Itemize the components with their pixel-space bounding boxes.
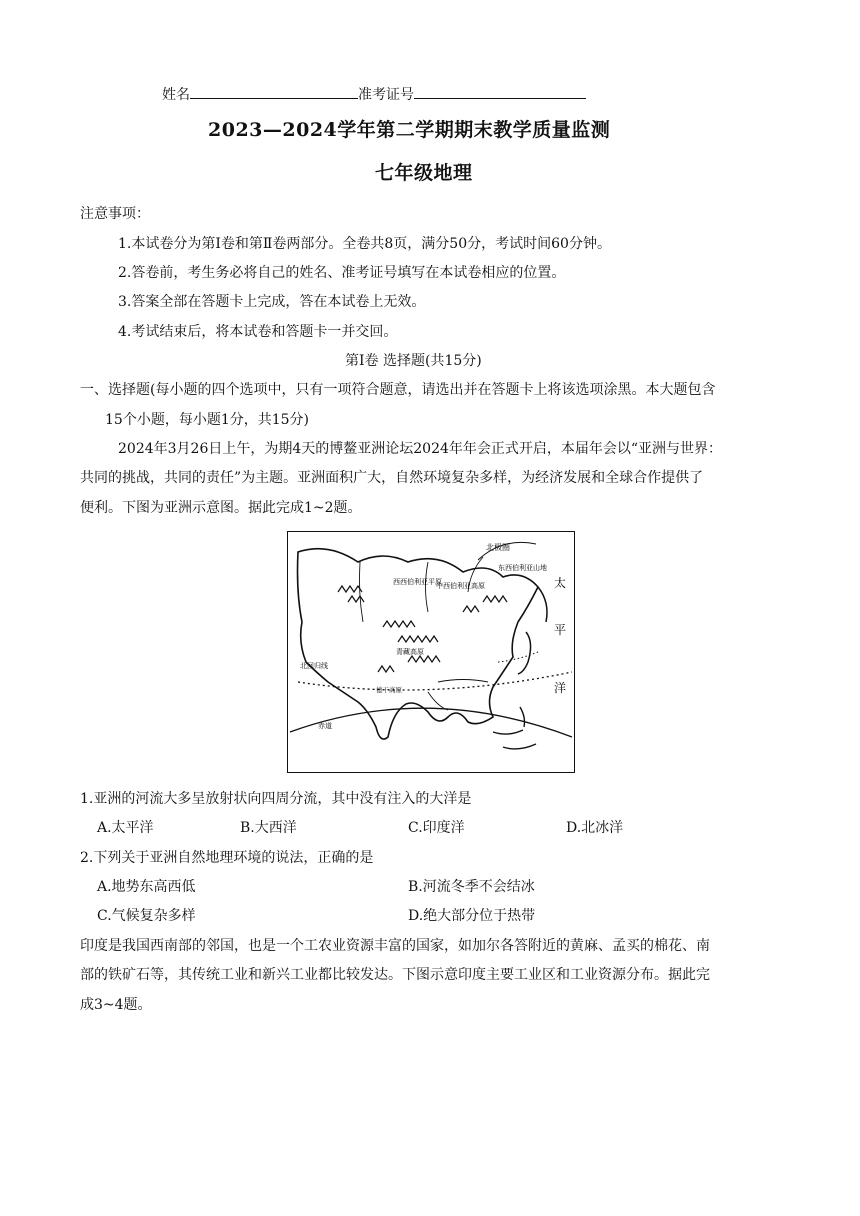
asia-map [287,531,575,773]
question-2-option-b[interactable]: B.河流冬季不会结冰 [408,879,535,895]
question-2-option-a[interactable]: A.地势东高西低 [97,879,196,895]
question-1-stem: 1.亚洲的河流大多呈放射状向四周分流，其中没有注入的大洋是 [80,791,472,807]
note-item: 1.本试卷分为第Ⅰ卷和第Ⅱ卷两部分。全卷共8页，满分50分，考试时间60分钟。 [118,236,611,252]
passage2-line: 部的铁矿石等，其传统工业和新兴工业都比较发达。下图示意印度主要工业区和工业资源分布。据此完 [80,967,710,983]
japan-outline [518,632,531,674]
label-pacific-2: 平 [554,623,567,637]
label-qinghai-tibet-plateau: 青藏高原 [396,648,424,656]
question-1-option-c[interactable]: C.印度洋 [408,820,465,836]
main-title: 2023—2024学年第二学期期末教学质量监测 [208,119,611,141]
name-blank[interactable] [190,84,358,99]
passage-line: 共同的挑战，共同的责任”为主题。亚洲面积广大，自然环境复杂多样，为经济发展和全球合作提供了 [80,470,704,486]
question-2-stem: 2.下列关于亚洲自然地理环境的说法，正确的是 [80,850,374,866]
section-title: 第Ⅰ卷 选择题(共15分) [345,353,482,369]
section-instructions-2: 15个小题，每小题1分，共15分) [105,412,309,428]
label-central-siberian-plateau: 中西伯利亚高原 [436,582,485,590]
note-item: 3.答案全部在答题卡上完成，答在本试卷上无效。 [118,294,426,310]
label-east-siberian-mountains: 东西伯利亚山地 [498,564,547,572]
name-label: 姓名 [162,87,190,103]
question-1-option-a[interactable]: A.太平洋 [97,820,154,836]
label-pacific-1: 太 [554,576,567,590]
tropic-of-cancer-line [298,672,572,690]
passage-line: 便利。下图为亚洲示意图。据此完成1~2题。 [80,500,362,516]
passage-line: 2024年3月26日上午，为期4天的博鳌亚洲论坛2024年年会正式开启，本届年会以“亚洲与世界： [118,441,723,457]
asia-map-drawing [288,532,574,772]
question-2-option-c[interactable]: C.气候复杂多样 [97,908,196,924]
name-field-row [162,84,586,104]
kamchatka-outline [538,587,547,622]
label-pacific-3: 洋 [554,681,567,695]
notes-heading: 注意事项： [80,206,150,222]
exam-id-label: 准考证号 [358,87,414,103]
passage2-line: 成3~4题。 [80,997,152,1013]
sub-title: 七年级地理 [375,162,473,184]
label-tropic-of-cancer: 北回归线 [300,662,328,670]
question-2-option-d[interactable]: D.绝大部分位于热带 [408,908,536,924]
passage2-line: 印度是我国西南部的邻国，也是一个工农业资源丰富的国家，如加尔各答附近的黄麻、孟买的棉花、南 [80,938,710,954]
equator-line [290,708,572,737]
label-arctic-circle: 北极圈 [486,543,510,552]
note-item: 4.考试结束后，将本试卷和答题卡一并交回。 [118,324,398,340]
label-equator: 赤道 [318,722,332,730]
question-1-option-d[interactable]: D.北冰洋 [566,820,624,836]
label-deccan-plateau: 德干高原 [376,686,402,694]
boundary-line [498,652,538,662]
note-item: 2.答卷前，考生务必将自己的姓名、准考证号填写在本试卷相应的位置。 [118,265,566,281]
section-instructions-1: 一、选择题(每小题的四个选项中，只有一项符合题意，请选出并在答题卡上将该选项涂黑。本大题包含 [80,382,716,398]
exam-id-blank[interactable] [414,84,586,99]
question-1-option-b[interactable]: B.大西洋 [240,820,297,836]
islands-outline [493,707,536,749]
mountain-ranges [338,586,507,672]
label-west-siberian-plain: 西西伯利亚平原 [393,578,442,586]
